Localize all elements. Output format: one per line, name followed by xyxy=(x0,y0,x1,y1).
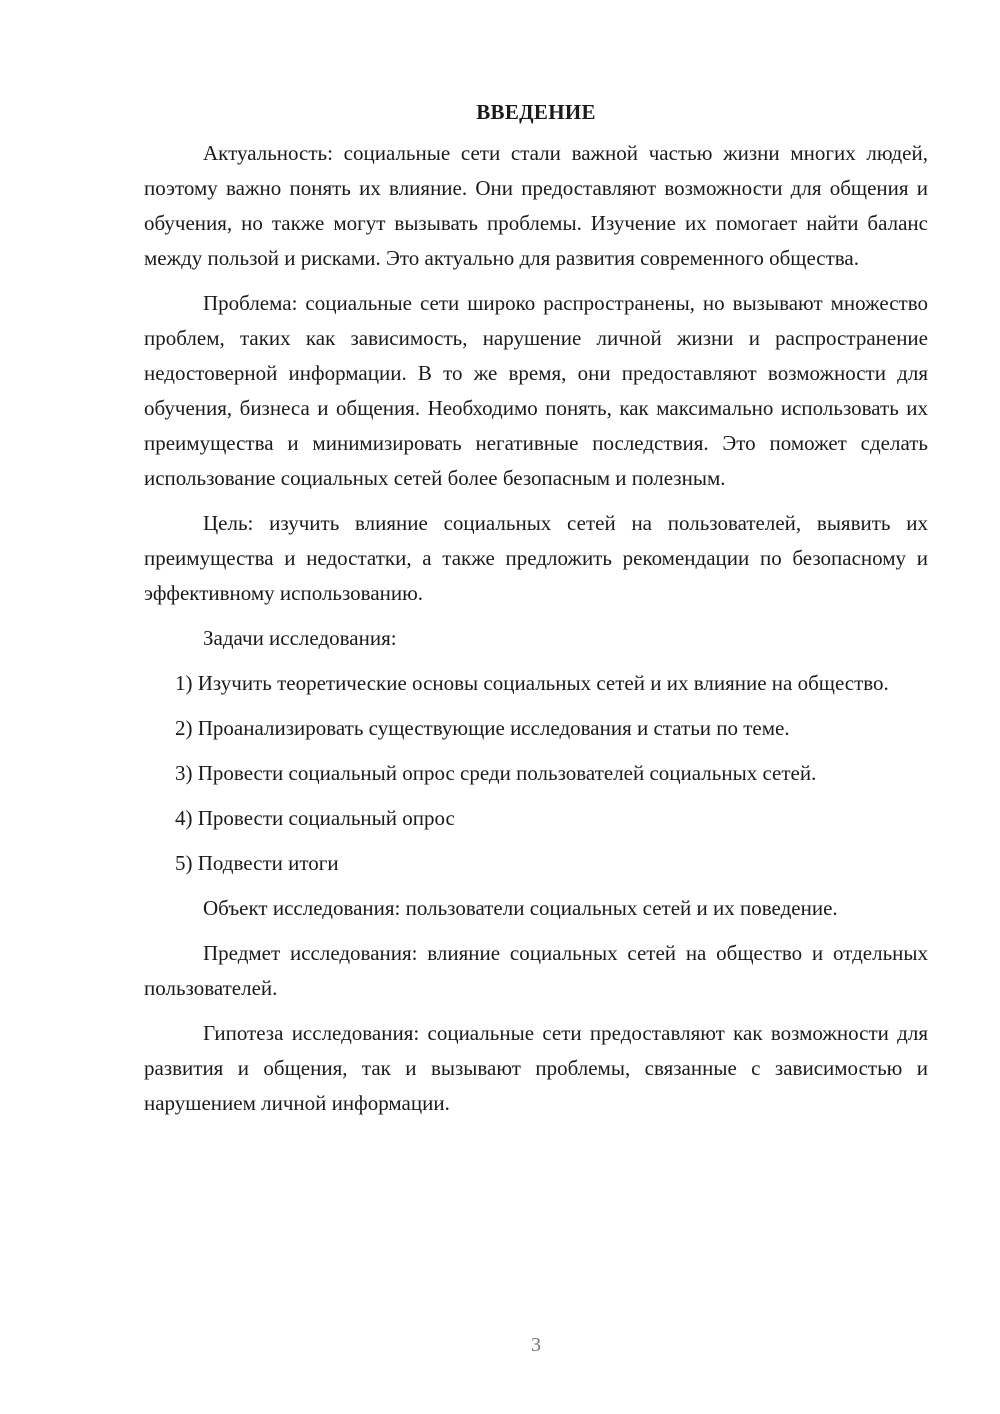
section-title: ВВЕДЕНИЕ xyxy=(476,100,596,124)
paragraph-tasks-heading: Задачи исследования: xyxy=(203,626,397,650)
task-item-4: 4) Провести социальный опрос xyxy=(175,806,455,830)
paragraph-subject: Предмет исследования: влияние социальных сетей на общество и отдельных пользователей. xyxy=(144,941,928,1000)
task-item-5: 5) Подвести итоги xyxy=(175,851,339,875)
page-number: 3 xyxy=(531,1334,541,1356)
task-item-3: 3) Провести социальный опрос среди пользователей социальных сетей. xyxy=(175,761,817,785)
paragraph-goal: Цель: изучить влияние социальных сетей на пользователей, выявить их преимущества и недостатки, а также предложить рекомендации по безопасному и эффективному использованию. xyxy=(144,511,928,605)
task-item-1: 1) Изучить теоретические основы социальных сетей и их влияние на общество. xyxy=(175,671,889,695)
page-content xyxy=(144,92,928,1131)
paragraph-hypothesis: Гипотеза исследования: социальные сети предоставляют как возможности для развития и общения, так и вызывают проблемы, связанные с зависимостью и нарушением личной информации. xyxy=(144,1021,928,1115)
task-item-2: 2) Проанализировать существующие исследования и статьи по теме. xyxy=(175,716,790,740)
paragraph-object: Объект исследования: пользователи социальных сетей и их поведение. xyxy=(203,896,838,920)
paragraph-problem: Проблема: социальные сети широко распространены, но вызывают множество проблем, таких как зависимость, нарушение личной жизни и распространение недостоверной информации. В то же время, они предоставляют возможности для обучения, бизнеса и общения. Необходимо понять, как максимально использовать их преимущества и минимизировать негативные последствия. Это поможет сделать использование социальных сетей более безопасным и полезным. xyxy=(144,291,928,490)
paragraph-relevance: Актуальность: социальные сети стали важной частью жизни многих людей, поэтому важно понять их влияние. Они предоставляют возможности для общения и обучения, но также могут вызывать проблемы. Изучение их помогает найти баланс между пользой и рисками. Это актуально для развития современного общества. xyxy=(144,141,928,270)
